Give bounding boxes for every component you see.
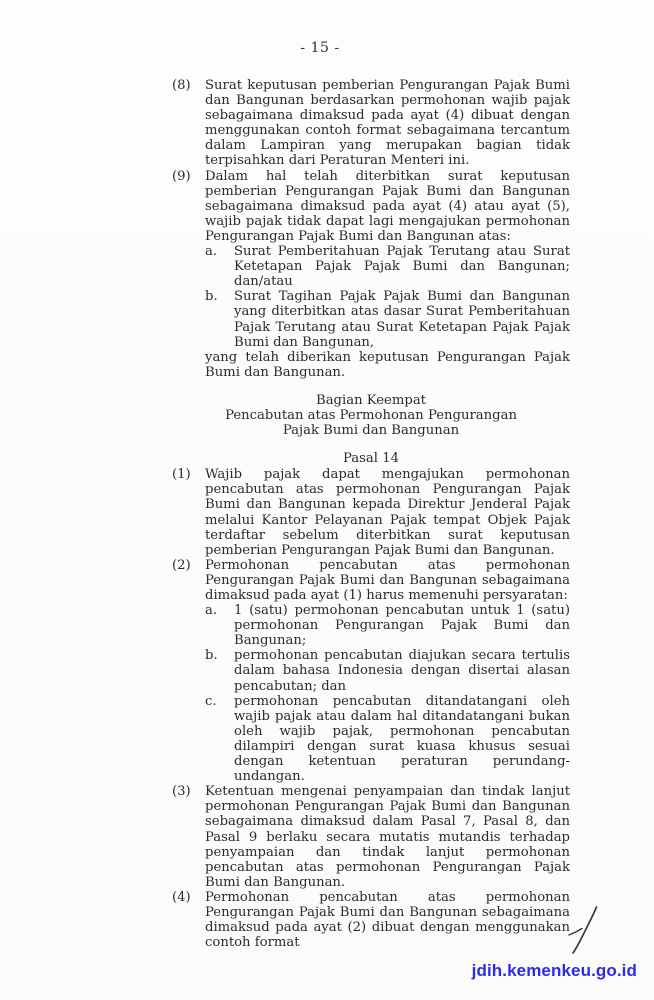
- item-text: Surat keputusan pemberian Pengurangan Pajak Bumi dan Bangunan berdasarkan permohonan wajib pajak sebagaimana dimaksud pada ayat (4) dibuat dengan menggunakan contoh format sebagaimana tercantum dalam Lampiran yang merupakan bagian tidak terpisahkan dari Peraturan Menteri ini.: [205, 78, 570, 169]
- paraf-signature-mark: [568, 904, 602, 956]
- paraf-main-stroke: [573, 907, 597, 953]
- item-number: (8): [172, 78, 191, 93]
- item-closing-text: yang telah diberikan keputusan Pengurangan Pajak Bumi dan Bangunan.: [205, 349, 570, 380]
- list-item-1: [172, 467, 570, 558]
- item-number: (9): [172, 168, 191, 184]
- sub-item-letter: a.: [205, 603, 218, 619]
- item-body: [205, 169, 570, 380]
- sub-item-text: Surat Tagihan Pajak Pajak Bumi dan Bangunan yang diterbitkan atas dasar Surat Pemberitahuan Pajak Terutang atau Surat Ketetapan Pajak Pajak Bumi dan Bangunan,: [234, 289, 570, 350]
- sub-item-text: Surat Pemberitahuan Pajak Terutang atau Surat Ketetapan Pajak Pajak Bumi dan Bangunan; dan/atau: [234, 244, 570, 290]
- item-number: (4): [172, 889, 191, 905]
- sub-item-letter: b.: [205, 289, 218, 305]
- jdih-footer-link[interactable]: jdih.kemenkeu.go.id: [471, 961, 637, 980]
- list-item-9: [172, 169, 570, 380]
- item-text: Dalam hal telah diterbitkan surat keputusan pemberian Pengurangan Pajak Bumi dan Bangunan sebagaimana dimaksud pada ayat (4) atau ayat (5), wajib pajak tidak dapat lagi mengajukan permohonan Pengurangan Pajak Bumi dan Bangunan atas:: [205, 168, 570, 244]
- section-heading-line-1: Bagian Keempat: [316, 392, 426, 408]
- item-text: Ketentuan mengenai penyampaian dan tindak lanjut permohonan Pengurangan Pajak Bumi dan Bangunan sebagaimana dimaksud dalam Pasal 7, Pasal 8, dan Pasal 9 berlaku secara mutatis mutandis terhadap penyampaian dan tindak lanjut permohonan pencabutan atas permohonan Pengurangan Pajak Bumi dan Bangunan.: [205, 784, 570, 890]
- sub-item-letter: c.: [205, 693, 217, 709]
- sub-item-a: [205, 603, 570, 648]
- sub-item-c: [205, 694, 570, 785]
- list-item-8: [172, 78, 570, 169]
- item-text: Permohonan pencabutan atas permohonan Pengurangan Pajak Bumi dan Bangunan sebagaimana dimaksud pada ayat (1) harus memenuhi persyaratan:: [205, 557, 570, 603]
- sub-item-text: permohonan pencabutan ditandatangani oleh wajib pajak atau dalam hal ditandatangani bukan oleh wajib pajak, permohonan pencabutan dilampiri dengan surat kuasa khusus sesuai dengan ketentuan peraturan perundang-undangan.: [234, 693, 570, 785]
- sub-item-text: 1 (satu) permohonan pencabutan untuk 1 (satu) permohonan Pengurangan Pajak Bumi dan Bangunan;: [234, 603, 570, 649]
- paraf-tick-stroke: [569, 929, 582, 936]
- list-item-2: [172, 558, 570, 784]
- sub-item-b: [205, 289, 570, 349]
- section-heading-line-3: Pajak Bumi dan Bangunan: [282, 423, 460, 439]
- page-number: - 15 -: [300, 40, 340, 56]
- section-heading: [172, 393, 570, 438]
- article-heading: Pasal 14: [343, 451, 399, 467]
- list-item-4: [172, 890, 570, 950]
- item-number: (2): [172, 557, 191, 573]
- sub-item-text: permohonan pencabutan diajukan secara tertulis dalam bahasa Indonesia dengan disertai alasan pencabutan; dan: [234, 648, 570, 694]
- document-body: [172, 78, 570, 950]
- item-number: (1): [172, 467, 191, 483]
- section-heading-line-2: Pencabutan atas Permohonan Pengurangan: [225, 407, 517, 423]
- list-item-3: [172, 784, 570, 890]
- item-text: Wajib pajak dapat mengajukan permohonan pencabutan atas permohonan Pengurangan Pajak Bumi dan Bangunan kepada Direktur Jenderal Pajak melalui Kantor Pelayanan Pajak tempat Objek Pajak terdaftar sebelum diterbitkan surat keputusan pemberian Pengurangan Pajak Bumi dan Bangunan.: [205, 467, 570, 558]
- item-text: Permohonan pencabutan atas permohonan Pengurangan Pajak Bumi dan Bangunan sebagaimana dimaksud pada ayat (2) dibuat dengan menggunakan contoh format: [205, 889, 570, 951]
- sub-item-a: [205, 244, 570, 289]
- sub-item-letter: a.: [205, 244, 218, 260]
- item-number: (3): [172, 784, 191, 800]
- sub-item-letter: b.: [205, 648, 218, 664]
- item-body: [205, 558, 570, 784]
- sub-item-b: [205, 648, 570, 693]
